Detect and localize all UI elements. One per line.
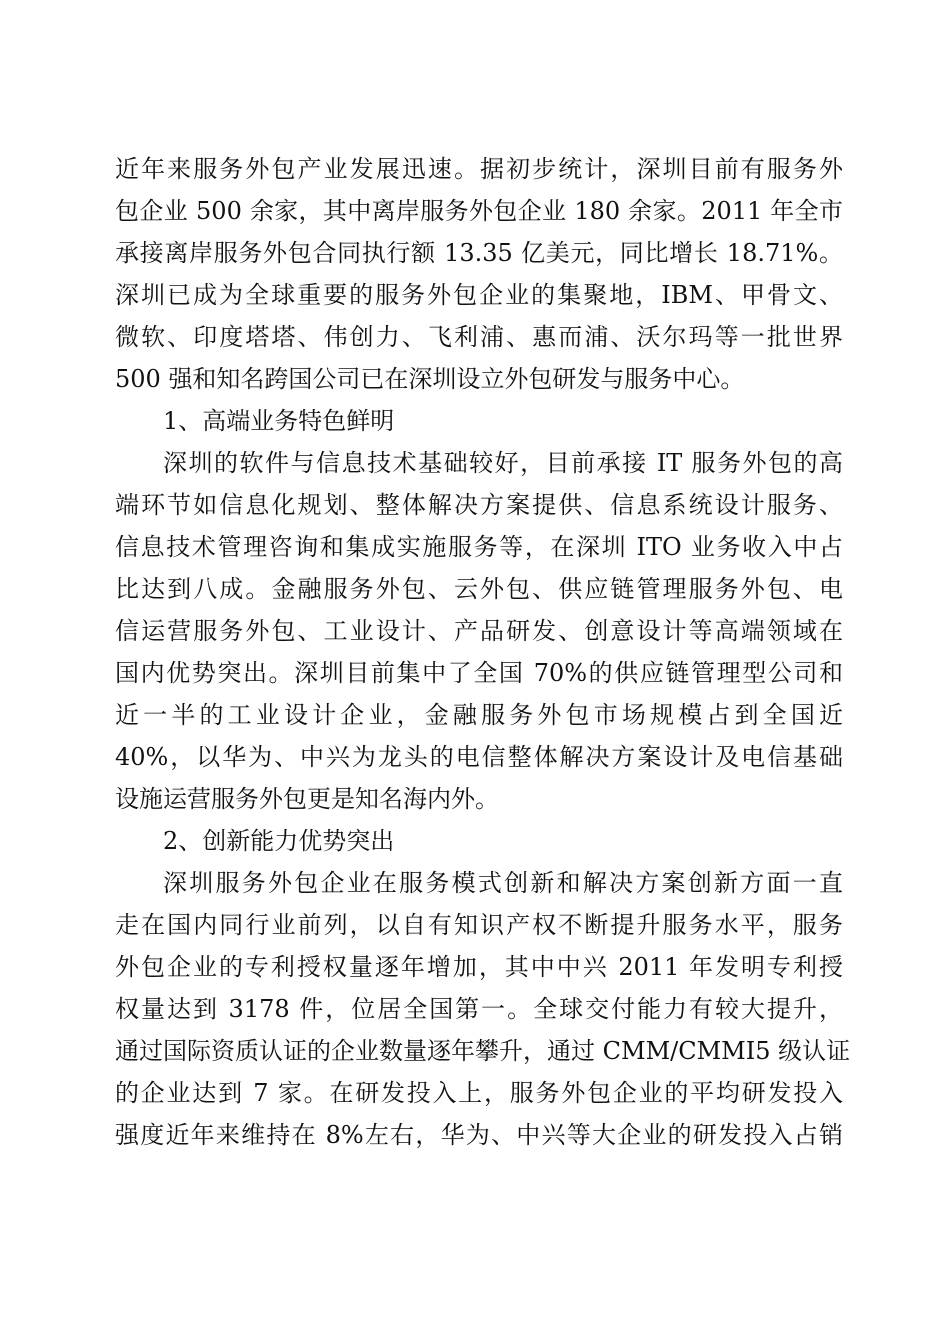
text-line: 近年来服务外包产业发展迅速。据初步统计，深圳目前有服务外 xyxy=(115,155,843,183)
text-line: 40%，以华为、中兴为龙头的电信整体解决方案设计及电信基础 xyxy=(115,743,843,771)
section-heading-2 xyxy=(115,820,843,862)
text-line: 承接离岸服务外包合同执行额 13.35 亿美元，同比增长 18.71%。 xyxy=(115,239,843,267)
text-line: 的企业达到 7 家。在研发投入上，服务外包企业的平均研发投入 xyxy=(115,1079,843,1107)
text-line: 深圳已成为全球重要的服务外包企业的集聚地，IBM、甲骨文、 xyxy=(115,281,843,309)
document-body xyxy=(115,148,851,1156)
section-heading-1 xyxy=(115,400,843,442)
paragraph-high-end-business xyxy=(115,442,843,820)
text-line: 信运营服务外包、工业设计、产品研发、创意设计等高端领域在 xyxy=(115,617,843,645)
text-line: 外包企业的专利授权量逐年增加，其中中兴 2011 年发明专利授 xyxy=(115,953,843,981)
section-heading-text: 1、高端业务特色鲜明 xyxy=(163,407,395,435)
text-line: 500 强和知名跨国公司已在深圳设立外包研发与服务中心。 xyxy=(115,365,745,393)
section-heading-text: 2、创新能力优势突出 xyxy=(163,827,395,855)
text-line: 权量达到 3178 件，位居全国第一。全球交付能力有较大提升， xyxy=(115,995,843,1023)
text-line: 微软、印度塔塔、伟创力、飞利浦、惠而浦、沃尔玛等一批世界 xyxy=(115,323,843,351)
text-line: 比达到八成。金融服务外包、云外包、供应链管理服务外包、电 xyxy=(115,575,843,603)
paragraph-intro xyxy=(115,148,843,400)
text-line: 近一半的工业设计企业，金融服务外包市场规模占到全国近 xyxy=(115,701,843,729)
text-line: 国内优势突出。深圳目前集中了全国 70%的供应链管理型公司和 xyxy=(115,659,843,687)
text-line: 走在国内同行业前列，以自有知识产权不断提升服务水平，服务 xyxy=(115,911,843,939)
text-line: 深圳的软件与信息技术基础较好，目前承接 IT 服务外包的高 xyxy=(163,449,843,477)
text-line: 强度近年来维持在 8%左右，华为、中兴等大企业的研发投入占销 xyxy=(115,1121,843,1149)
text-line: 信息技术管理咨询和集成实施服务等，在深圳 ITO 业务收入中占 xyxy=(115,533,843,561)
text-line: 通过国际资质认证的企业数量逐年攀升，通过 CMM/CMMI5 级认证 xyxy=(115,1037,851,1065)
paragraph-innovation xyxy=(115,862,851,1156)
text-line: 端环节如信息化规划、整体解决方案提供、信息系统设计服务、 xyxy=(115,491,843,519)
text-line: 包企业 500 余家，其中离岸服务外包企业 180 余家。2011 年全市 xyxy=(115,197,843,225)
text-line: 深圳服务外包企业在服务模式创新和解决方案创新方面一直 xyxy=(163,869,843,897)
text-line: 设施运营服务外包更是知名海内外。 xyxy=(115,785,499,813)
